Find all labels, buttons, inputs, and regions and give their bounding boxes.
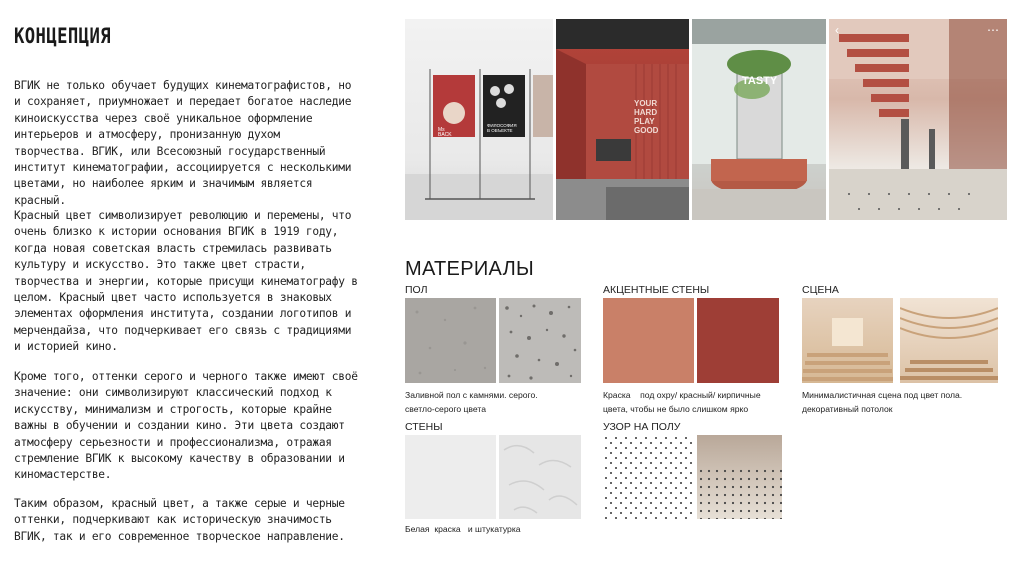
gallery-menu-icon[interactable]: ⋯ [987,23,999,37]
concept-paragraph-1: ВГИК не только обучает будущих кинематографистов, но и сохраняет, приумножает и передает богатое наследие киноискусства через своё уникальное оформление интерьеров и атмосферу, пронизанную духом творчества. ВГИК, или Всесоюзный государственный институт кинематографии, ассоциируется с несколькими цветами, но наиболее ярким и значимым является красный. [14,79,352,207]
wall-lettering: YOUR HARD PLAY GOOD [634,99,659,135]
concept-paragraph-4: Таким образом, красный цвет, а также серые и черные оттенки, подчеркивают как историческую значимость ВГИК, так и его современное творческое направление. [14,497,345,543]
concept-paragraph-3: Кроме того, оттенки серого и черного также имеют своё значение: они символизируют классический подход к искусству, минимализм и строгость, которые крайне важны в обучении и создании кино. Эти цвета создают атмосферу серьезности и профессионализма, отражая стремление ВГИК к высокому качеству в образовании и киномастерстве. [14,370,358,482]
tasty-sign: TASTY [742,75,778,87]
lobby-column-illustration [692,19,826,220]
accent-red-swatch [697,298,779,383]
floor-concrete-swatch [405,298,496,383]
floor-label: ПОЛ [405,284,428,296]
concept-title: КОНЦЕПЦИЯ [14,24,112,48]
accent-walls-caption: Краска под охру/ красный/ кирпичные цвета, чтобы не было слишком ярко [603,390,761,414]
stage-caption: Минималистичная сцена под цвет пола. декоративный потолок [802,390,963,414]
terrazzo-texture [499,298,581,383]
floor-pattern-label: УЗОР НА ПОЛУ [603,421,681,433]
floor-pattern-photo [697,435,782,519]
dot-pattern-swatch [603,435,694,519]
plaster-texture [499,435,581,519]
floor-terrazzo-swatch [499,298,581,383]
stage-render-1 [802,298,893,383]
stage-2-illustration [900,298,998,383]
materials-title: МАТЕРИАЛЫ [405,258,535,280]
walls-paint-swatch [405,435,496,519]
photo-red-lounge [556,19,689,220]
walls-label: СТЕНЫ [405,421,443,433]
red-lounge-illustration [556,19,689,220]
accent-walls-label: АКЦЕНТНЫЕ СТЕНЫ [603,284,710,296]
stage-render-2 [900,298,998,383]
stage-label: СЦЕНА [802,284,839,296]
floor-pattern-illustration [697,435,782,519]
concept-paragraph-2: Красный цвет символизирует революцию и перемены, что очень близко к истории основания ВГИК в 1919 году, когда новая советская власть стремилась развивать культуру и искусство. Это также цвет страсти, творчества и энергии, которые присущи кинематографу в целом. Красный цвет часто используется в знаковых элементах оформления института, создании логотипов и мерчендайза, что подчеркивает его связь с традициями и историей кино. [14,209,358,354]
dot-pattern [603,435,694,519]
photo-lobby-column [692,19,826,220]
walls-plaster-swatch [499,435,581,519]
concrete-texture [405,298,496,383]
poster-1-text: Ms BACK [438,127,452,138]
poster-2-text: ФИЛОСОФИЯ В ОБЪЕКТЕ [487,123,517,133]
stage-1-illustration [802,298,893,383]
accent-ochre-swatch [603,298,694,383]
walls-caption: Белая краска и штукатурка [405,524,521,534]
floor-caption: Заливной пол с камнями. серого. светло-серого цвета [405,390,538,414]
photo-poster-gallery [405,19,553,220]
atrium-illustration [829,19,1007,220]
poster-gallery-illustration [405,19,553,220]
gallery-prev-button[interactable]: ‹ [835,23,839,37]
photo-atrium [829,19,1007,220]
